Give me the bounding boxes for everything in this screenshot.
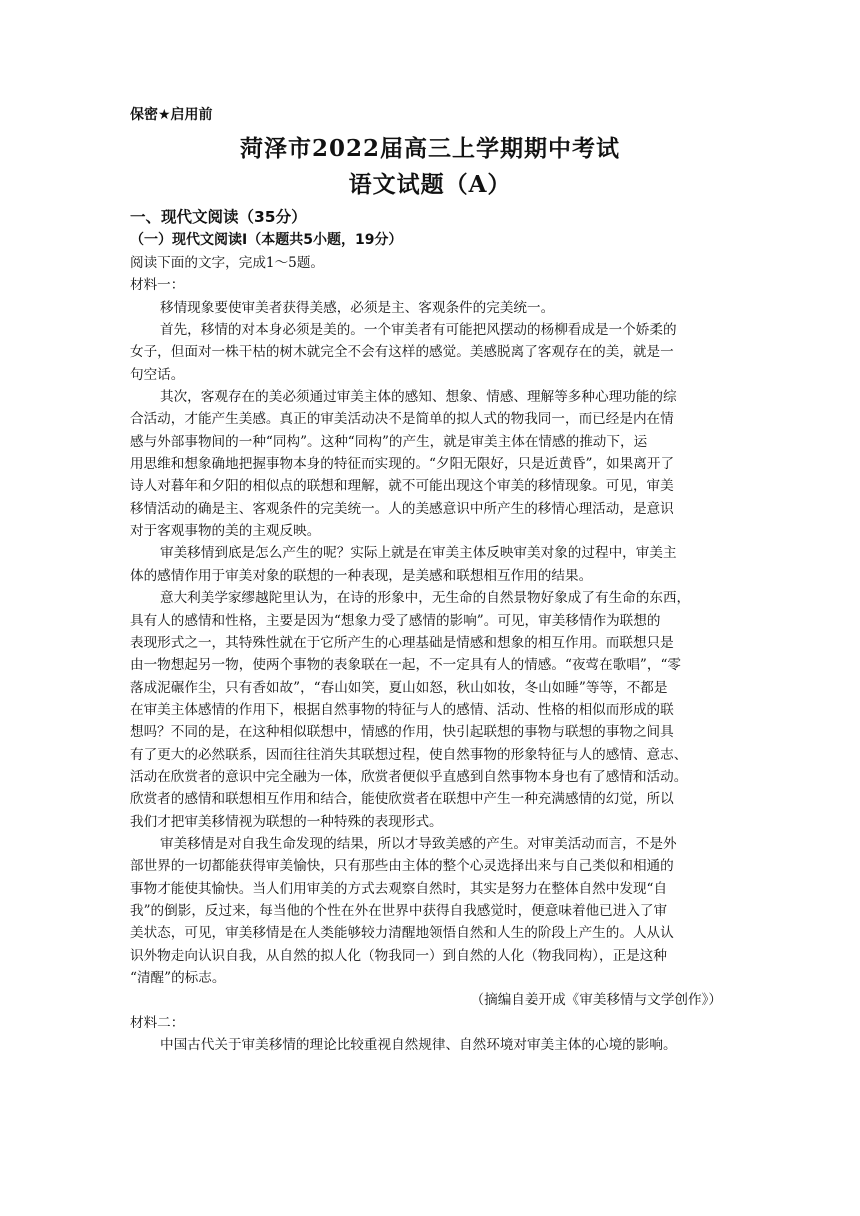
source-citation: （摘编自姜开成《审美移情与文学创作》）	[470, 992, 722, 1009]
paragraph-line: 想吗？不同的是，在这种相似联想中，情感的作用，快引起联想的事物与联想的事物之间具	[130, 724, 674, 741]
paragraph-line: 事物才能使其愉快。当人们用审美的方式去观察自然时，其实是努力在整体自然中发现“自	[130, 880, 668, 897]
paragraph-line: 在审美主体感情的作用下，根据自然事物的特征与人的感情、活动、性格的相似而形成的联	[130, 701, 674, 718]
paragraph-line: 审美移情到底是怎么产生的呢？实际上就是在审美主体反映审美对象的过程中，审美主	[160, 545, 677, 562]
paragraph-line: 用思维和想象确地把握事物本身的特征而实现的。“夕阳无限好，只是近黄昏”，如果离开了	[130, 456, 675, 473]
paragraph-line: 活动在欣赏者的意识中完全融为一体，欣赏者便似乎直感到自然事物本身也有了感情和活动。	[130, 768, 688, 785]
paragraph-line: 表现形式之一，其特殊性就在于它所产生的心理基础是情感和想象的相互作用。而联想只是	[130, 634, 674, 651]
paragraph-line: 对于客观事物的美的主观反映。	[130, 523, 321, 540]
paragraph-line: 由一物想起另一物，使两个事物的表象联在一起，不一定具有人的情感。“夜莺在歌唱”，“零	[130, 657, 682, 674]
paragraph-line: 中国古代关于审美移情的理论比较重视自然规律、自然环境对审美主体的心境的影响。	[160, 1037, 677, 1054]
paragraph-line: 移情活动的确是主、客观条件的完美统一。人的美感意识中所产生的移情心理活动，是意识	[130, 500, 674, 517]
paragraph-line: 美状态，可见，审美移情是在人类能够较力清醒地领悟自然和人生的阶段上产生的。人从认	[130, 925, 674, 942]
paragraph-line: 意大利美学家缪越陀里认为，在诗的形象中，无生命的自然景物好象成了有生命的东西，	[160, 590, 691, 607]
paragraph-line: 具有人的感情和性格，主要是因为“想象力受了感情的影响”。可见，审美移情作为联想的	[130, 612, 661, 629]
subsection-heading: （一）现代文阅读Ⅰ（本题共5小题，19分）	[130, 232, 403, 248]
exam-subtitle: 语文试题（A）	[348, 171, 512, 198]
paragraph-line: 其次，客观存在的美必须通过审美主体的感知、想象、情感、理解等多种心理功能的综	[160, 389, 677, 406]
instruction-line: 阅读下面的文字，完成1～5题。	[130, 255, 325, 271]
reading-passage	[130, 252, 734, 1056]
paragraph-line: “清醒”的标志。	[130, 970, 226, 986]
paragraph-line: 女子，但面对一株干枯的树木就完全不会有这样的感觉。美感脱离了客观存在的美，就是一	[130, 344, 674, 361]
paragraph-line: 合活动，才能产生美感。真正的审美活动决不是简单的拟人式的物我同一，而已经是内在情	[130, 411, 674, 428]
paragraph-line: 落成泥碾作尘，只有香如故”，“春山如笑，夏山如怒，秋山如妆，冬山如睡”等等，不都是	[130, 679, 668, 696]
paragraph-line: 诗人对暮年和夕阳的相似点的联想和理解，就不可能出现这个审美的移情现象。可见，审美	[130, 478, 674, 495]
paragraph-line: 首先，移情的对本身必须是美的。一个审美者有可能把风摆动的杨柳看成是一个娇柔的	[160, 322, 677, 339]
paragraph-line: 感与外部事物间的一种“同构”。这种“同构”的产生，就是审美主体在情感的推动下，运	[130, 433, 648, 450]
section-heading: 一、现代文阅读（35分）	[130, 208, 307, 226]
paragraph-line: 我”的倒影，反过来，每当他的个性在外在世界中获得自我感觉时，便意味着他已进入了审	[130, 902, 668, 919]
paragraph-line: 部世界的一切都能获得审美愉快，只有那些由主体的整个心灵选择出来与自己类似和相通的	[130, 858, 674, 875]
confidential-label: 保密★启用前	[130, 107, 213, 123]
material-label: 材料一：	[130, 277, 185, 294]
paragraph-line: 审美移情是对自我生命发现的结果，所以才导致美感的产生。对审美活动而言，不是外	[160, 835, 677, 852]
exam-title: 菏泽市2022届高三上学期期中考试	[239, 135, 620, 162]
material-label: 材料二：	[130, 1014, 185, 1031]
paragraph-line: 句空话。	[130, 366, 185, 383]
paragraph-line: 移情现象要使审美者获得美感，必须是主、客观条件的完美统一。	[160, 299, 555, 316]
paragraph-line: 有了更大的必然联系，因而往往消失其联想过程，使自然事物的形象特征与人的感情、意志、	[130, 746, 688, 763]
paragraph-line: 体的感情作用于审美对象的联想的一种表现，是美感和联想相互作用的结果。	[130, 567, 593, 584]
paragraph-line: 欣赏者的感情和联想相互作用和结合，能使欣赏者在联想中产生一种充满感情的幻觉，所以	[130, 791, 674, 808]
paragraph-line: 识外物走向认识自我，从自然的拟人化（物我同一）到自然的人化（物我同构），正是这种	[130, 947, 667, 964]
paragraph-line: 我们才把审美移情视为联想的一种特殊的表现形式。	[130, 813, 443, 830]
